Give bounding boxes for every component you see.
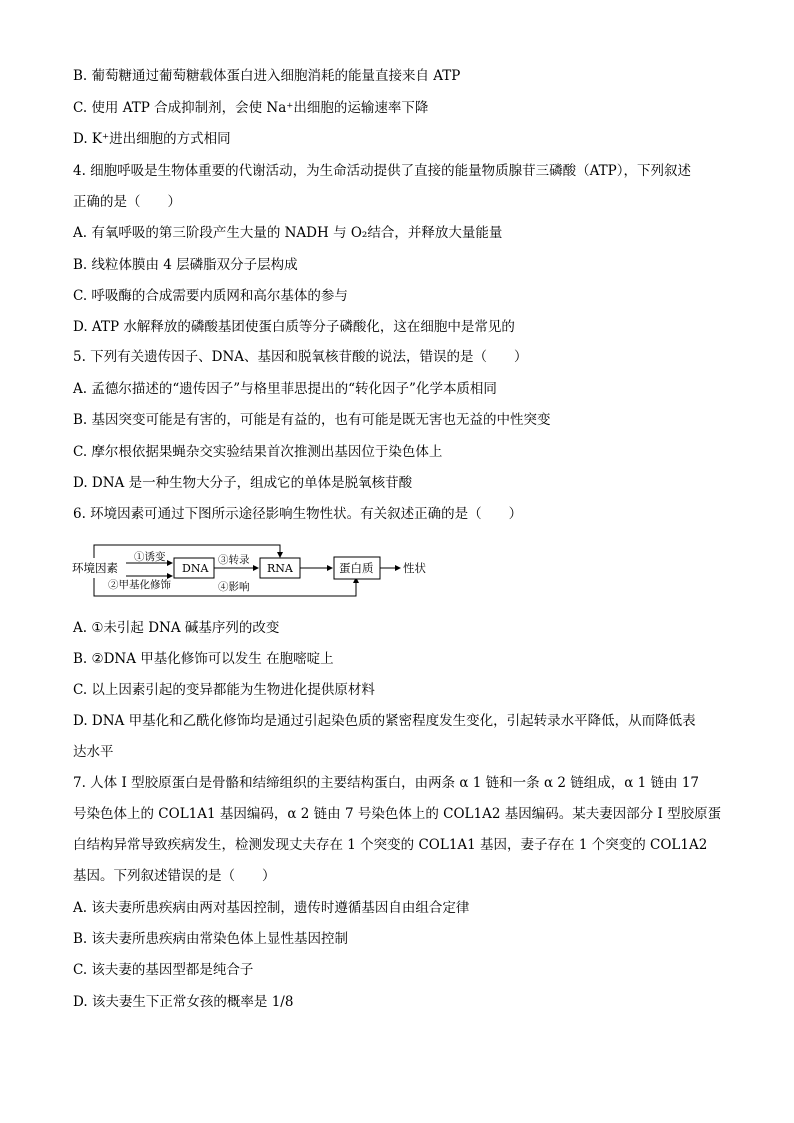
node-rna: RNA — [267, 562, 293, 575]
node-dna: DNA — [182, 562, 209, 575]
label-influence: ④影响 — [218, 581, 250, 593]
q7-stem-line-2: 号染色体上的 COL1A1 基因编码，α 2 链由 7 号染色体上的 COL1A2 基因编码。某夫妻因部分 I 型胶原蛋 — [73, 806, 722, 822]
q6-stem: 6. 环境因素可通过下图所示途径影响生物性状。有关叙述正确的是（ ） — [73, 506, 523, 522]
q6-option-b: B. ②DNA 甲基化修饰可以发生 在胞嘧啶上 — [73, 651, 334, 667]
label-transcription: ③转录 — [218, 554, 250, 566]
node-trait: 性状 — [403, 561, 426, 575]
bypass-arrow-top — [94, 545, 280, 558]
q4-option-b: B. 线粒体膜由 4 层磷脂双分子层构成 — [73, 257, 298, 273]
q7-stem-line-3: 白结构异常导致疾病发生，检测发现丈夫存在 1 个突变的 COL1A1 基因，妻子存在 1 个突变的 COL1A2 — [73, 837, 708, 853]
q4-option-d: D. ATP 水解释放的磷酸基团使蛋白质等分子磷酸化，这在细胞中是常见的 — [73, 319, 515, 335]
q7-stem-line-1: 7. 人体 I 型胶原蛋白是骨骼和结缔组织的主要结构蛋白，由两条 α 1 链和一条 α 2 链组成，α 1 链由 17 — [73, 775, 700, 791]
q6-pathway-diagram — [68, 540, 448, 604]
node-protein: 蛋白质 — [339, 561, 374, 575]
q6-option-c: C. 以上因素引起的变异都能为生物进化提供原材料 — [73, 682, 375, 698]
q5-option-b: B. 基因突变可能是有害的，可能是有益的，也有可能是既无害也无益的中性突变 — [73, 412, 551, 428]
q6-option-a: A. ①未引起 DNA 碱基序列的改变 — [73, 620, 280, 636]
q4-stem-line-2: 正确的是（ ） — [73, 194, 181, 210]
q5-option-c: C. 摩尔根依据果蝇杂交实验结果首次推测出基因位于染色体上 — [73, 444, 443, 460]
q6-option-d-line-2: 达水平 — [73, 744, 114, 760]
label-methylation: ②甲基化修饰 — [108, 579, 171, 591]
q3-option-c: C. 使用 ATP 合成抑制剂，会使 Na⁺出细胞的运输速率下降 — [73, 100, 429, 116]
node-env: 环境因素 — [72, 561, 118, 575]
q3-option-d: D. K⁺进出细胞的方式相同 — [73, 131, 231, 147]
q5-stem: 5. 下列有关遗传因子、DNA、基因和脱氧核苷酸的说法，错误的是（ ） — [73, 349, 528, 365]
q5-option-d: D. DNA 是一种生物大分子，组成它的单体是脱氧核苷酸 — [73, 475, 413, 491]
q4-option-c: C. 呼吸酶的合成需要内质网和高尔基体的参与 — [73, 288, 348, 304]
q5-option-a: A. 孟德尔描述的“遗传因子”与格里菲思提出的“转化因子”化学本质相同 — [73, 381, 497, 397]
q4-stem-line-1: 4. 细胞呼吸是生物体重要的代谢活动，为生命活动提供了直接的能量物质腺苷三磷酸（ATP），下列叙述 — [73, 163, 692, 179]
q7-stem-line-4: 基因。下列叙述错误的是（ ） — [73, 868, 276, 884]
q4-option-a: A. 有氧呼吸的第三阶段产生大量的 NADH 与 O₂结合，并释放大量能量 — [73, 225, 503, 241]
q7-option-c: C. 该夫妻的基因型都是纯合子 — [73, 962, 254, 978]
q6-option-d-line-1: D. DNA 甲基化和乙酰化修饰均是通过引起染色质的紧密程度发生变化，引起转录水平降低，从而降低表 — [73, 713, 696, 729]
q3-option-b: B. 葡萄糖通过葡萄糖载体蛋白进入细胞消耗的能量直接来自 ATP — [73, 68, 461, 84]
label-mutagenesis: ①诱变 — [134, 551, 166, 563]
q7-option-d: D. 该夫妻生下正常女孩的概率是 1/8 — [73, 994, 294, 1010]
q7-option-a: A. 该夫妻所患疾病由两对基因控制，遗传时遵循基因自由组合定律 — [73, 900, 470, 916]
q7-option-b: B. 该夫妻所患疾病由常染色体上显性基因控制 — [73, 931, 349, 947]
